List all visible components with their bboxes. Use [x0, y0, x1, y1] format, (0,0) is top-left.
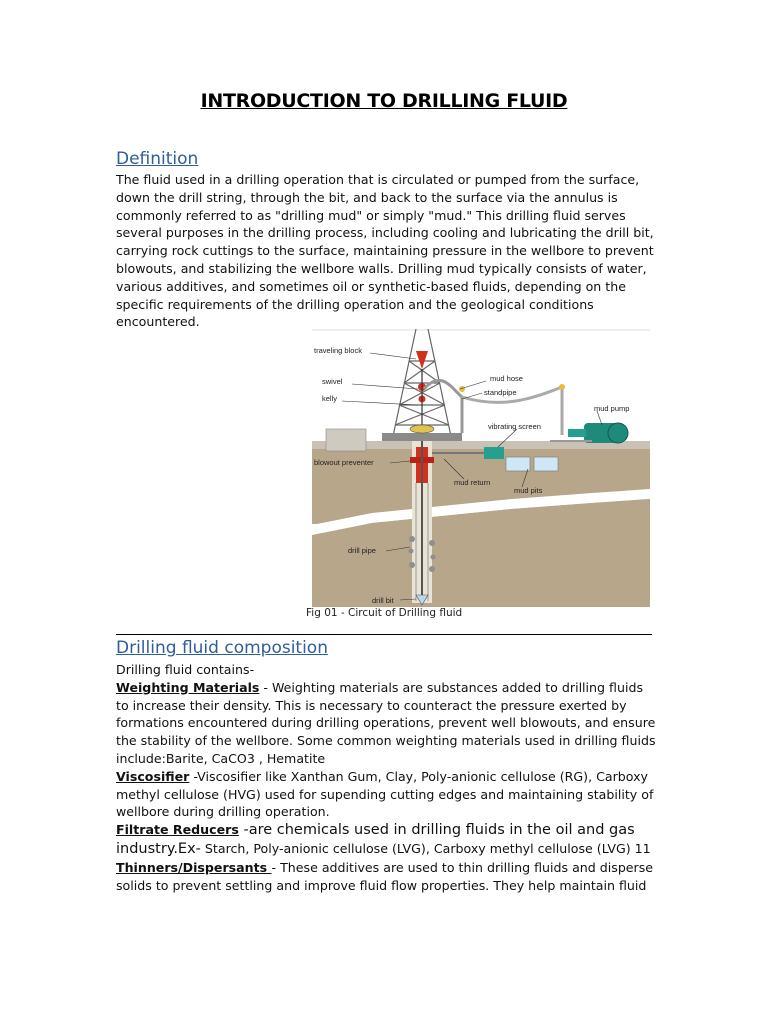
- label-vibrating-screen: vibrating screen: [488, 422, 541, 431]
- thinners-text: - These additives are used to thin drilling fluids and disperse solids to prevent settling and improve fluid flow properties. They help maintain fluid: [116, 859, 654, 893]
- viscosifier-item: [116, 768, 656, 821]
- composition-intro: Drilling fluid contains-: [116, 662, 255, 677]
- drilling-fluid-circuit-figure: [312, 329, 650, 607]
- weighting-materials-item: [116, 679, 656, 768]
- filtrate-reducers-text-large: -are chemicals used in drilling fluids in the oil and gas industry.Ex-: [116, 822, 635, 857]
- thinners-item: [116, 859, 656, 895]
- viscosifier-term: Viscosifier: [116, 768, 190, 784]
- label-mud-pits: mud pits: [514, 486, 543, 495]
- viscosifier-text: -Viscosifier like Xanthan Gum, Clay, Poly-anionic cellulose (RG), Carboxy methyl cellulose (HVG) used for supending cutting edges and maintaining stability of wellbore during drilling operation.: [116, 768, 654, 820]
- label-blowout-preventer: blowout preventer: [314, 458, 374, 467]
- definition-paragraph: [116, 171, 656, 331]
- section-divider: [116, 634, 652, 635]
- label-swivel: swivel: [322, 377, 343, 386]
- filtrate-reducers-item: [116, 821, 656, 859]
- document-title: INTRODUCTION TO DRILLING FLUID: [200, 90, 568, 112]
- label-mud-return: mud return: [454, 478, 491, 487]
- weighting-materials-term: Weighting Materials: [116, 679, 260, 695]
- label-mud-hose: mud hose: [490, 374, 523, 383]
- composition-section: [116, 661, 656, 894]
- label-mud-pump: mud pump: [594, 404, 630, 413]
- filtrate-reducers-term: Filtrate Reducers: [116, 822, 239, 838]
- definition-heading: Definition: [116, 149, 199, 169]
- thinners-term: Thinners/Dispersants: [116, 859, 272, 875]
- label-drill-pipe: drill pipe: [348, 546, 376, 555]
- label-traveling-block: traveling block: [314, 346, 362, 355]
- weighting-materials-text: - Weighting materials are substances added to drilling fluids to increase their density. This is necessary to counteract the pressure exerted by formations encountered during drilling operations, prevent well blowouts, and ensure the stability of the wellbore. Some common weighting materials used in drilling fluids include:Barite, CaCO3 , Hematite: [116, 679, 656, 766]
- composition-heading: Drilling fluid composition: [116, 638, 328, 658]
- definition-text: The fluid used in a drilling operation that is circulated or pumped from the surface, down the drill string, through the bit, and back to the surface via the annulus is commonly referred to as "drilling mud" or simply "mud." This drilling fluid serves several purposes in the drilling process, including cooling and lubricating the drill bit, carrying rock cuttings to the surface, maintaining pressure in the wellbore to prevent blowouts, and stabilizing the wellbore walls. Drilling mud typically consists of water, various additives, and sometimes oil or synthetic-based fluids, depending on the specific requirements of the drilling operation and the geological conditions encountered.: [116, 172, 654, 330]
- label-standpipe: standpipe: [484, 388, 517, 397]
- label-drill-bit: drill bit: [372, 596, 394, 605]
- label-kelly: kelly: [322, 394, 338, 403]
- filtrate-reducers-text-small: Starch, Poly-anionic cellulose (LVG), Carboxy methyl cellulose (LVG) 11: [200, 840, 651, 856]
- figure-caption: Fig 01 - Circuit of Drilling fluid: [306, 607, 463, 619]
